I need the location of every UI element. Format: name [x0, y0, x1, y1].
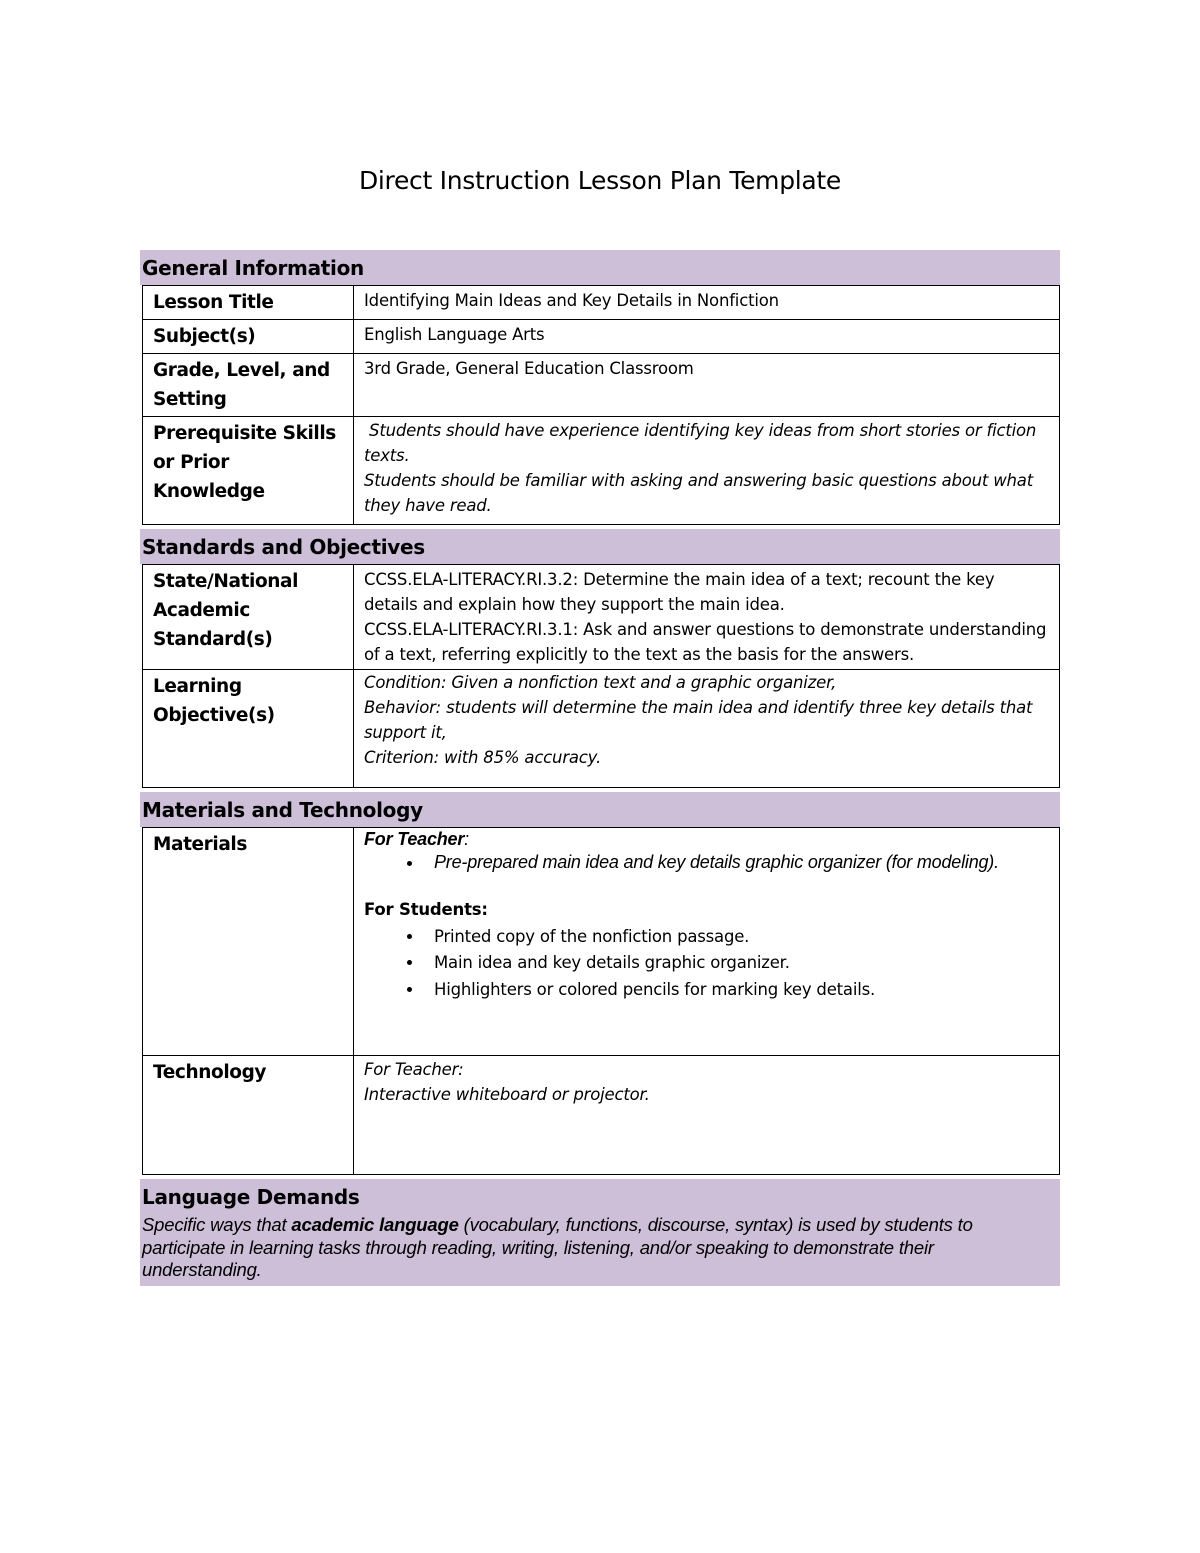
section-heading-general: General Information	[140, 250, 1060, 285]
materials-table	[142, 827, 1060, 1175]
list-item: • Printed copy of the nonfiction passage.	[424, 924, 1049, 951]
prerequisite-line: Students should have experience identifying key ideas from short stories or fiction texts.	[364, 421, 1042, 465]
row-label: Materials	[143, 828, 354, 1056]
standards-table	[142, 564, 1060, 788]
lesson-title-value[interactable]: Identifying Main Ideas and Key Details in Nonfiction	[354, 286, 1060, 320]
row-label: Prerequisite Skills or Prior Knowledge	[143, 417, 354, 525]
materials-value[interactable]	[354, 828, 1060, 1056]
row-label: Learning Objective(s)	[143, 670, 354, 788]
table-row	[143, 320, 1060, 354]
table-row	[143, 565, 1060, 670]
section-heading-materials: Materials and Technology	[140, 792, 1060, 827]
subject-value[interactable]: English Language Arts	[354, 320, 1060, 354]
grade-level-value[interactable]: 3rd Grade, General Education Classroom	[354, 354, 1060, 417]
teacher-materials-heading	[364, 828, 1049, 851]
section-heading-standards: Standards and Objectives	[140, 529, 1060, 564]
page-title: Direct Instruction Lesson Plan Template	[358, 166, 842, 195]
general-information-table	[142, 285, 1060, 525]
objective-line: Condition: Given a nonfiction text and a graphic organizer,	[364, 673, 837, 692]
technology-value[interactable]	[354, 1056, 1060, 1175]
teacher-head: For Teacher	[364, 829, 465, 849]
teacher-materials-list	[364, 851, 1049, 874]
prerequisite-value[interactable]	[354, 417, 1060, 525]
table-row	[143, 828, 1060, 1056]
lesson-plan-document	[140, 250, 1060, 1286]
standard-line: CCSS.ELA-LITERACY.RI.3.2: Determine the main idea of a text; recount the key details and explain how they support the main idea.	[364, 570, 995, 614]
table-row	[143, 670, 1060, 788]
section-heading-language: Language Demands	[140, 1179, 1060, 1214]
table-row	[143, 354, 1060, 417]
standard-line: CCSS.ELA-LITERACY.RI.3.1: Ask and answer questions to demonstrate understanding of a text, referring explicitly to the text as the basis for the answers.	[364, 620, 1047, 664]
language-demands-description	[140, 1214, 1060, 1286]
objective-line: Behavior: students will determine the main idea and identify three key details that support it,	[364, 698, 1033, 742]
technology-line: Interactive whiteboard or projector.	[364, 1085, 650, 1104]
student-materials-list	[364, 924, 1049, 1004]
row-label: State/National Academic Standard(s)	[143, 565, 354, 670]
teacher-colon: :	[464, 829, 469, 849]
row-label: Technology	[143, 1056, 354, 1175]
standards-value[interactable]	[354, 565, 1060, 670]
row-label: Grade, Level, and Setting	[143, 354, 354, 417]
students-materials-heading: For Students:	[364, 900, 488, 919]
prerequisite-line: Students should be familiar with asking and answering basic questions about what they have read.	[364, 471, 1033, 515]
technology-line: For Teacher:	[364, 1060, 464, 1079]
objective-line: Criterion: with 85% accuracy.	[364, 748, 602, 767]
language-desc-post: (vocabulary, functions, discourse, syntax) is used by students to participate in learning tasks through reading, writing, listening, and/or speaking to demonstrate their understanding.	[142, 1214, 973, 1280]
table-row	[143, 286, 1060, 320]
objective-value[interactable]	[354, 670, 1060, 788]
list-item: • Main idea and key details graphic organizer.	[424, 950, 1049, 977]
list-item: • Highlighters or colored pencils for marking key details.	[424, 977, 1049, 1004]
row-label: Lesson Title	[143, 286, 354, 320]
table-row	[143, 417, 1060, 525]
table-row	[143, 1056, 1060, 1175]
row-label: Subject(s)	[143, 320, 354, 354]
language-desc-pre: Specific ways that	[142, 1214, 292, 1235]
list-item: • Pre-prepared main idea and key details graphic organizer (for modeling).	[424, 851, 1049, 874]
language-desc-bold: academic language	[291, 1214, 459, 1235]
